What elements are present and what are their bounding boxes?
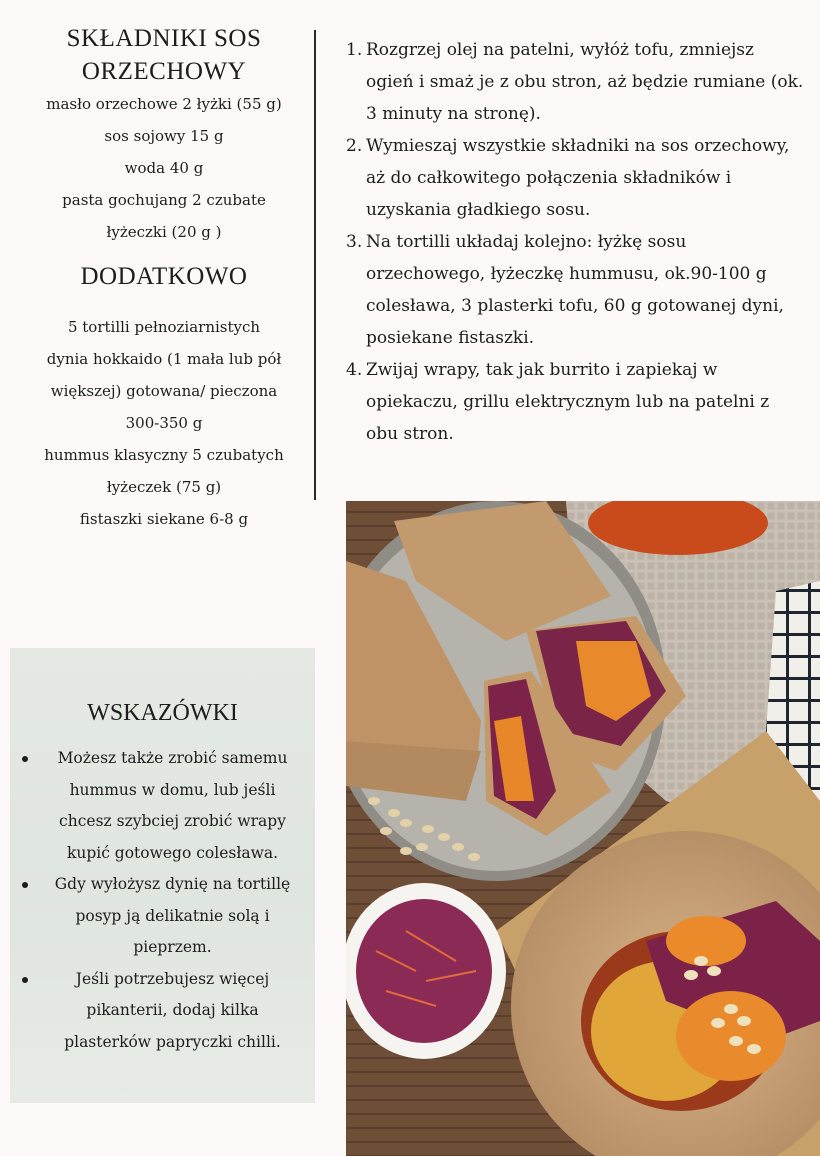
ingredient-line: masło orzechowe 2 łyżki (55 g) (46, 95, 282, 113)
ingredient-line: 300-350 g (125, 414, 203, 432)
bullet-icon (22, 977, 28, 983)
ingredient-line: większej) gotowana/ pieczona (50, 382, 278, 400)
tips-heading: WSKAZÓWKI (87, 700, 238, 726)
step-number: 4. (346, 360, 363, 380)
instruction-step (346, 130, 806, 226)
ingredient-line: sos sojowy 15 g (104, 127, 224, 145)
sauce-ingredients-heading: SKŁADNIKI SOS ORZECHOWY (66, 25, 262, 85)
instruction-steps (346, 34, 806, 450)
bullet-icon (22, 882, 28, 888)
step-text: Zwijaj wrapy, tak jak burrito i zapiekaj w opiekaczu, grillu elektrycznym lub na patelni z obu stron. (366, 360, 770, 444)
ingredient-line: dynia hokkaido (1 mała lub pół (46, 350, 282, 368)
ingredient-line: fistaszki siekane 6-8 g (79, 510, 249, 528)
ingredient-line: łyżeczki (20 g ) (106, 223, 222, 241)
step-number: 1. (346, 40, 363, 60)
instruction-step (346, 354, 806, 450)
tips-list (10, 743, 315, 1058)
step-text: Wymieszaj wszystkie składniki na sos orzechowy, aż do całkowitego połączenia składników i uzyskania gładkiego sosu. (366, 136, 790, 220)
column-divider (314, 30, 316, 500)
sauce-ingredient-list (14, 88, 314, 248)
tip-item (10, 964, 315, 1059)
extras-heading: DODATKOWO (80, 263, 248, 290)
tip-text: Gdy wyłożysz dynię na tortillę posyp ją delikatnie solą i pieprzem. (54, 875, 291, 956)
ingredient-line: pasta gochujang 2 czubate (62, 191, 266, 209)
step-number: 2. (346, 136, 363, 156)
tip-text: Jeśli potrzebujesz więcej pikanterii, dodaj kilka plasterków papryczki chilli. (64, 969, 281, 1051)
instruction-step (346, 34, 806, 130)
ingredient-line: 5 tortilli pełnoziarnistych (67, 318, 261, 336)
tip-item (10, 869, 315, 964)
step-text: Rozgrzej olej na patelni, wyłóż tofu, zmniejsz ogień i smaż je z obu stron, aż będzie rumiane (ok. 3 minuty na stronę). (366, 40, 804, 124)
tip-item (10, 743, 315, 869)
instruction-step (346, 226, 806, 354)
tip-text: Możesz także zrobić samemu hummus w domu, lub jeśli chcesz szybciej zrobić wrapy kupić gotowego colesława. (57, 749, 288, 862)
ingredient-line: łyżeczek (75 g) (106, 478, 222, 496)
extras-ingredient-list (14, 311, 314, 535)
ingredient-line: woda 40 g (124, 159, 204, 177)
ingredients-column (14, 22, 314, 535)
tips-box (10, 648, 315, 1103)
step-number: 3. (346, 232, 363, 252)
step-text: Na tortilli układaj kolejno: łyżkę sosu orzechowego, łyżeczkę hummusu, ok.90-100 g colesława, 3 plasterki tofu, 60 g gotowanej dyni, posiekane fistaszki. (366, 232, 784, 348)
bullet-icon (22, 756, 28, 762)
ingredient-line: hummus klasyczny 5 czubatych (44, 446, 284, 464)
food-photo (346, 501, 820, 1156)
